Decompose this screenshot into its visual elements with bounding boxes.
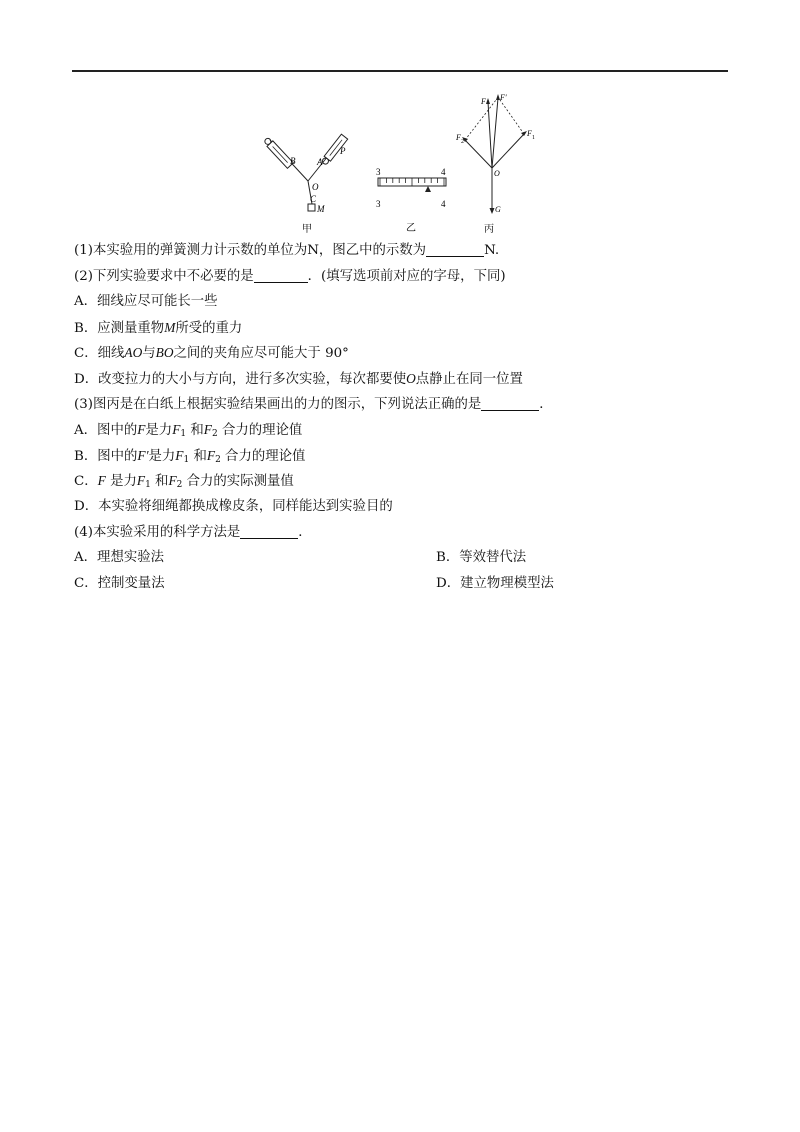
q3-line: (3)图丙是在白纸上根据实验结果画出的力的图示，下列说法正确的是 ． [74,396,553,412]
label-f1-sub: 1 [532,135,535,141]
q2-option-b: B．应测量重物M所受的重力 [74,319,243,336]
figure-jia [263,134,348,235]
label-f: F [481,97,486,106]
scale-bottom-3: 3 [376,199,381,209]
q2-option-d: D．改变拉力的大小与方向，进行多次实验，每次都要使O点静止在同一位置 [74,370,523,387]
label-o-jia: O [312,182,319,192]
q1-line: (1)本实验用的弹簧测力计示数的单位为N，图乙中的示数为 N. [74,243,500,258]
scale-top-3: 3 [376,167,381,177]
caption-yi: 乙 [406,223,416,234]
q3-option-c: C．F 是力$F_1$ 和$F_2$ 合力的实际测量值 [74,473,294,491]
q3-option-d: D．本实验将细绳都换成橡皮条，同样能达到实验目的 [74,498,393,514]
q1-blank [426,241,484,257]
label-c: C [310,194,317,204]
header-rule [72,70,728,72]
pointer-icon [425,186,431,192]
label-a: A [317,157,323,167]
label-o-bing: O [494,169,500,178]
q2-option-a: A．细线应尽可能长一些 [74,294,218,310]
q4-options-ab [74,545,734,571]
q2-blank [254,267,308,283]
caption-bing: 丙 [484,224,494,235]
q3-option-a: A．图中的F是力$F_1$ 和$F_2$ 合力的理论值 [74,422,303,440]
q4-option-a: A．理想实验法 [74,550,165,566]
q4-option-b: B．等效替代法 [436,550,527,566]
q2-line: (2)下列实验要求中不必要的是 ．(填写选项前对应的字母，下同) [74,268,506,284]
q3-blank [481,395,539,411]
label-b: B [290,156,296,166]
caption-jia: 甲 [302,224,312,235]
label-f2-sub: 2 [461,139,464,145]
q2-option-c: C．细线AO与BO之间的夹角应尽可能大于 90° [74,345,349,362]
q4-option-d: D．建立物理模型法 [436,575,554,591]
label-p: P [340,146,346,156]
label-m: M [317,204,325,214]
scale-top-4: 4 [441,167,446,177]
q4-options-cd [74,571,734,597]
weight-m [308,204,315,211]
q4-option-c: C．控制变量法 [74,575,165,591]
label-f1: F [527,129,532,138]
label-g: G [495,205,501,214]
q4-line: (4)本实验采用的科学方法是 ． [74,524,312,540]
q3-option-b: B．图中的F′是力$F_1$ 和$F_2$ 合力的理论值 [74,447,306,465]
label-f-prime: F′ [500,93,507,102]
experiment-figure [0,88,800,238]
q4-blank [240,523,298,539]
scale-bottom-4: 4 [441,199,446,209]
figure-yi [376,167,446,234]
question-text [74,238,734,596]
spring-scale-b [263,136,293,168]
label-f2: F [456,133,461,142]
figure-bing [455,93,535,235]
